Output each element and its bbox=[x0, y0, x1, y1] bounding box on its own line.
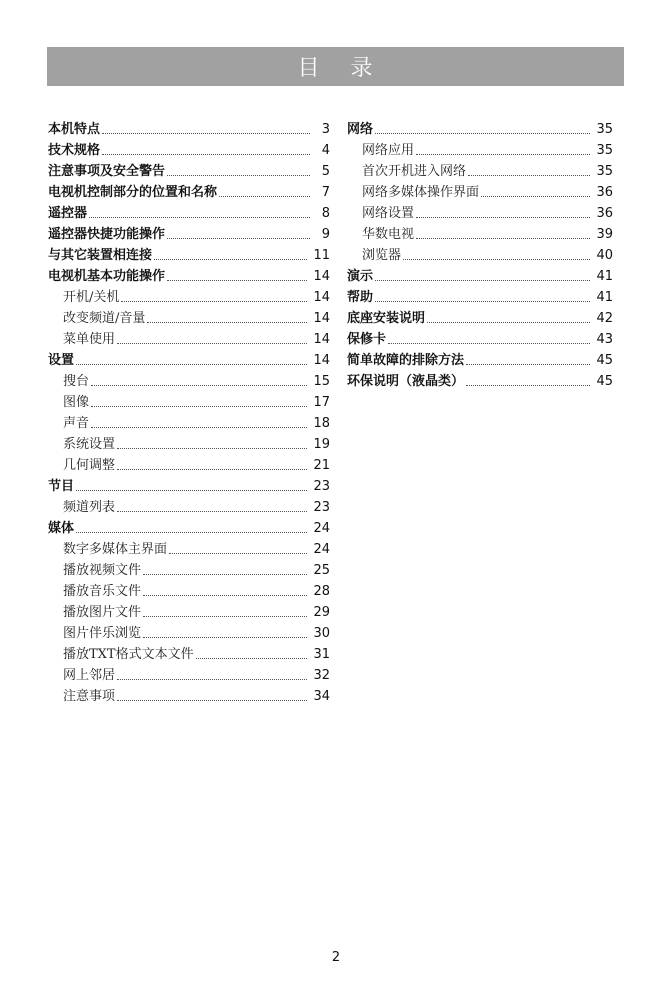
toc-entry-page: 35 bbox=[596, 143, 613, 158]
dot-leader bbox=[219, 196, 310, 197]
toc-entry[interactable] bbox=[48, 287, 330, 308]
toc-entry-page: 28 bbox=[313, 584, 330, 599]
toc-entry[interactable] bbox=[48, 644, 330, 665]
dot-leader bbox=[102, 133, 310, 134]
dot-leader bbox=[416, 154, 590, 155]
toc-entry-page: 39 bbox=[596, 227, 613, 242]
toc-entry-label: 频道列表 bbox=[63, 500, 116, 515]
toc-entry[interactable] bbox=[48, 350, 330, 371]
dot-leader bbox=[468, 175, 590, 176]
toc-entry[interactable] bbox=[347, 350, 613, 371]
toc-entry[interactable] bbox=[48, 497, 330, 518]
toc-entry-page: 43 bbox=[596, 332, 613, 347]
dot-leader bbox=[167, 175, 310, 176]
toc-entry[interactable] bbox=[48, 518, 330, 539]
toc-entry[interactable] bbox=[48, 308, 330, 329]
toc-entry-page: 36 bbox=[596, 206, 613, 221]
toc-entry[interactable] bbox=[48, 602, 330, 623]
toc-entry-page: 7 bbox=[321, 185, 330, 200]
toc-entry-label: 华数电视 bbox=[362, 227, 415, 242]
toc-entry-label: 图片伴乐浏览 bbox=[63, 626, 142, 641]
toc-entry-page: 35 bbox=[596, 164, 613, 179]
dot-leader bbox=[427, 322, 590, 323]
toc-entry-label: 网络 bbox=[347, 122, 374, 137]
toc-entry-label: 播放图片文件 bbox=[63, 605, 142, 620]
toc-entry[interactable] bbox=[347, 182, 613, 203]
toc-entry-label: 简单故障的排除方法 bbox=[347, 353, 465, 368]
dot-leader bbox=[76, 490, 307, 491]
dot-leader bbox=[121, 301, 307, 302]
toc-entry[interactable] bbox=[48, 539, 330, 560]
toc-title-char-2: 录 bbox=[350, 56, 374, 81]
dot-leader bbox=[143, 637, 307, 638]
toc-entry-label: 遥控器快捷功能操作 bbox=[48, 227, 166, 242]
toc-entry-page: 41 bbox=[596, 269, 613, 284]
toc-entry-page: 8 bbox=[321, 206, 330, 221]
toc-entry-label: 保修卡 bbox=[347, 332, 387, 347]
dot-leader bbox=[117, 448, 307, 449]
toc-entry[interactable] bbox=[347, 287, 613, 308]
dot-leader bbox=[117, 700, 307, 701]
toc-entry[interactable] bbox=[347, 161, 613, 182]
toc-entry-label: 搜台 bbox=[63, 374, 90, 389]
dot-leader bbox=[196, 658, 308, 659]
toc-entry-page: 15 bbox=[313, 374, 330, 389]
toc-entry-label: 播放TXT格式文本文件 bbox=[63, 647, 194, 662]
toc-entry-label: 节目 bbox=[48, 479, 75, 494]
toc-entry-label: 技术规格 bbox=[48, 143, 101, 158]
dot-leader bbox=[76, 364, 307, 365]
toc-entry-page: 36 bbox=[596, 185, 613, 200]
toc-entry-label: 几何调整 bbox=[63, 458, 116, 473]
toc-entry-label: 帮助 bbox=[347, 290, 374, 305]
dot-leader bbox=[117, 679, 307, 680]
toc-entry[interactable] bbox=[48, 245, 330, 266]
toc-entry-page: 30 bbox=[313, 626, 330, 641]
toc-entry-label: 首次开机进入网络 bbox=[362, 164, 467, 179]
toc-entry-page: 41 bbox=[596, 290, 613, 305]
dot-leader bbox=[403, 259, 590, 260]
toc-entry[interactable] bbox=[347, 266, 613, 287]
toc-entry[interactable] bbox=[347, 140, 613, 161]
toc-entry-label: 设置 bbox=[48, 353, 75, 368]
toc-entry-page: 11 bbox=[313, 248, 330, 263]
toc-title-bar bbox=[47, 47, 624, 86]
toc-entry[interactable] bbox=[48, 329, 330, 350]
dot-leader bbox=[102, 154, 310, 155]
toc-entry-label: 演示 bbox=[347, 269, 374, 284]
toc-entry-page: 25 bbox=[313, 563, 330, 578]
dot-leader bbox=[143, 616, 307, 617]
toc-entry-page: 5 bbox=[321, 164, 330, 179]
dot-leader bbox=[91, 385, 307, 386]
dot-leader bbox=[481, 196, 590, 197]
toc-entry[interactable] bbox=[48, 413, 330, 434]
dot-leader bbox=[375, 301, 590, 302]
toc-entry-page: 23 bbox=[313, 479, 330, 494]
toc-entry-page: 18 bbox=[313, 416, 330, 431]
toc-entry-page: 14 bbox=[313, 311, 330, 326]
toc-entry-label: 网络多媒体操作界面 bbox=[362, 185, 480, 200]
toc-entry-page: 34 bbox=[313, 689, 330, 704]
toc-entry-page: 19 bbox=[313, 437, 330, 452]
toc-entry-label: 网络设置 bbox=[362, 206, 415, 221]
toc-entry-label: 电视机基本功能操作 bbox=[48, 269, 166, 284]
dot-leader bbox=[91, 406, 307, 407]
toc-entry[interactable] bbox=[347, 203, 613, 224]
toc-entry-page: 17 bbox=[313, 395, 330, 410]
toc-entry[interactable] bbox=[48, 140, 330, 161]
toc-entry[interactable] bbox=[48, 371, 330, 392]
toc-entry[interactable] bbox=[48, 161, 330, 182]
toc-entry-label: 环保说明（液晶类） bbox=[347, 374, 465, 389]
toc-entry-page: 23 bbox=[313, 500, 330, 515]
toc-entry[interactable] bbox=[347, 245, 613, 266]
toc-entry-label: 菜单使用 bbox=[63, 332, 116, 347]
toc-entry-page: 4 bbox=[321, 143, 330, 158]
dot-leader bbox=[143, 595, 307, 596]
toc-entry-label: 底座安装说明 bbox=[347, 311, 426, 326]
toc-entry-page: 24 bbox=[313, 521, 330, 536]
toc-entry-label: 注意事项 bbox=[63, 689, 116, 704]
dot-leader bbox=[167, 238, 310, 239]
toc-entry-label: 数字多媒体主界面 bbox=[63, 542, 168, 557]
toc-entry[interactable] bbox=[48, 434, 330, 455]
toc-entry-label: 媒体 bbox=[48, 521, 75, 536]
toc-entry-label: 播放视频文件 bbox=[63, 563, 142, 578]
toc-entry[interactable] bbox=[48, 182, 330, 203]
toc-entry[interactable] bbox=[48, 455, 330, 476]
dot-leader bbox=[416, 217, 590, 218]
toc-entry[interactable] bbox=[48, 476, 330, 497]
toc-entry[interactable] bbox=[347, 308, 613, 329]
dot-leader bbox=[147, 322, 307, 323]
toc-entry-label: 注意事项及安全警告 bbox=[48, 164, 166, 179]
toc-entry-page: 45 bbox=[596, 374, 613, 389]
toc-entry-label: 声音 bbox=[63, 416, 90, 431]
dot-leader bbox=[466, 385, 590, 386]
dot-leader bbox=[416, 238, 590, 239]
page-number: 2 bbox=[331, 950, 341, 965]
toc-entry-label: 图像 bbox=[63, 395, 90, 410]
toc-entry[interactable] bbox=[347, 329, 613, 350]
dot-leader bbox=[117, 343, 307, 344]
toc-entry[interactable] bbox=[48, 203, 330, 224]
toc-entry-label: 开机/关机 bbox=[63, 290, 120, 305]
toc-entry-page: 14 bbox=[313, 290, 330, 305]
toc-entry[interactable] bbox=[48, 392, 330, 413]
toc-entry-label: 网络应用 bbox=[362, 143, 415, 158]
toc-entry-page: 9 bbox=[321, 227, 330, 242]
toc-entry-page: 21 bbox=[313, 458, 330, 473]
toc-entry[interactable] bbox=[48, 266, 330, 287]
toc-entry[interactable] bbox=[347, 119, 613, 140]
toc-entry-page: 35 bbox=[596, 122, 613, 137]
toc-entry-page: 45 bbox=[596, 353, 613, 368]
toc-entry[interactable] bbox=[48, 623, 330, 644]
dot-leader bbox=[375, 280, 590, 281]
dot-leader bbox=[375, 133, 590, 134]
toc-entry[interactable] bbox=[48, 686, 330, 707]
toc-entry-label: 浏览器 bbox=[362, 248, 402, 263]
toc-entry-page: 24 bbox=[313, 542, 330, 557]
toc-entry-label: 播放音乐文件 bbox=[63, 584, 142, 599]
dot-leader bbox=[91, 427, 307, 428]
dot-leader bbox=[466, 364, 590, 365]
toc-left-column bbox=[48, 119, 330, 707]
toc-entry-label: 系统设置 bbox=[63, 437, 116, 452]
toc-entry[interactable] bbox=[48, 224, 330, 245]
toc-title-char-1: 目 bbox=[297, 56, 321, 81]
toc-entry-label: 改变频道/音量 bbox=[63, 311, 146, 326]
toc-entry-page: 40 bbox=[596, 248, 613, 263]
dot-leader bbox=[143, 574, 307, 575]
dot-leader bbox=[388, 343, 590, 344]
toc-entry-page: 14 bbox=[313, 332, 330, 347]
toc-entry[interactable] bbox=[347, 371, 613, 392]
dot-leader bbox=[154, 259, 307, 260]
toc-entry[interactable] bbox=[48, 581, 330, 602]
toc-entry-label: 本机特点 bbox=[48, 122, 101, 137]
toc-entry[interactable] bbox=[48, 119, 330, 140]
toc-entry-page: 14 bbox=[313, 353, 330, 368]
toc-entry-label: 网上邻居 bbox=[63, 668, 116, 683]
toc-entry-page: 42 bbox=[596, 311, 613, 326]
dot-leader bbox=[167, 280, 307, 281]
toc-entry-label: 遥控器 bbox=[48, 206, 88, 221]
toc-entry[interactable] bbox=[48, 560, 330, 581]
dot-leader bbox=[76, 532, 307, 533]
dot-leader bbox=[117, 511, 307, 512]
dot-leader bbox=[169, 553, 307, 554]
toc-right-column bbox=[347, 119, 613, 392]
toc-entry-page: 3 bbox=[321, 122, 330, 137]
dot-leader bbox=[117, 469, 307, 470]
toc-entry-label: 电视机控制部分的位置和名称 bbox=[48, 185, 218, 200]
toc-entry-page: 32 bbox=[313, 668, 330, 683]
toc-entry[interactable] bbox=[48, 665, 330, 686]
dot-leader bbox=[89, 217, 310, 218]
toc-entry-page: 29 bbox=[313, 605, 330, 620]
toc-entry-label: 与其它装置相连接 bbox=[48, 248, 153, 263]
toc-entry-page: 14 bbox=[313, 269, 330, 284]
toc-entry[interactable] bbox=[347, 224, 613, 245]
toc-entry-page: 31 bbox=[313, 647, 330, 662]
